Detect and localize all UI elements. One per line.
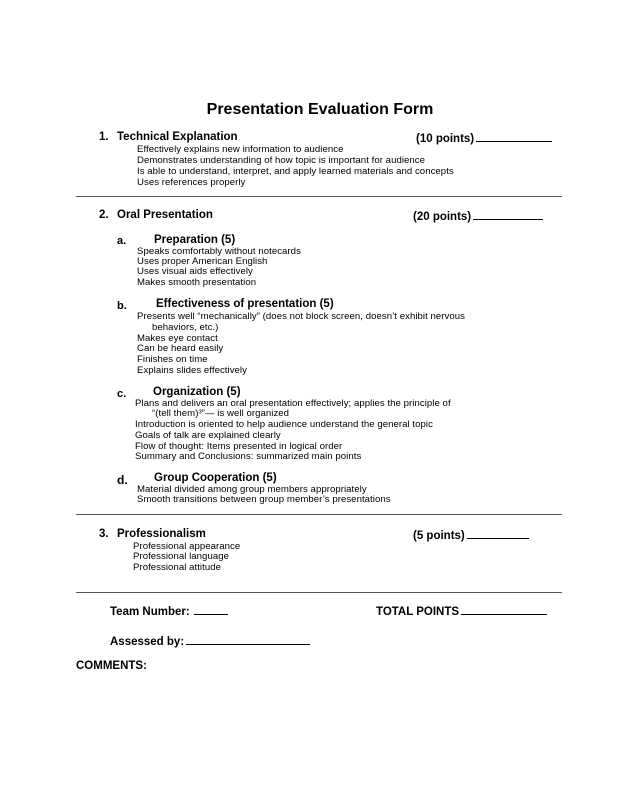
subsection-d-item: Smooth transitions between group member’s presentations xyxy=(137,494,391,505)
section-2-title: Oral Presentation xyxy=(117,209,213,221)
subsection-b-item: Can be heard easily xyxy=(137,343,224,354)
subsection-d-letter: d. xyxy=(117,473,128,487)
total-points-field[interactable] xyxy=(461,604,547,615)
assessed-by-field[interactable] xyxy=(186,634,310,645)
subsection-c-item: Summary and Conclusions: summarized main points xyxy=(135,451,362,462)
section-2-points xyxy=(413,209,543,223)
subsection-b-item: Finishes on time xyxy=(137,354,208,365)
subsection-b-item: Makes eye contact xyxy=(137,333,218,344)
subsection-a-title: Preparation (5) xyxy=(154,234,236,246)
subsection-b-title: Effectiveness of presentation (5) xyxy=(156,298,334,310)
section-3-points-label: (5 points) xyxy=(413,530,465,542)
section-3-score-blank[interactable] xyxy=(467,528,529,539)
subsection-c-title: Organization (5) xyxy=(153,386,241,398)
subsection-d-item: Material divided among group members appropriately xyxy=(137,484,367,495)
team-number-label: Team Number: xyxy=(110,606,190,618)
subsection-c-item: Plans and delivers an oral presentation effectively; applies the principle of xyxy=(135,398,451,409)
assessed-by xyxy=(110,634,310,648)
section-1-item: Effectively explains new information to audience xyxy=(137,144,344,155)
subsection-c-item: Goals of talk are explained clearly xyxy=(135,430,281,441)
section-2-score-blank[interactable] xyxy=(473,209,543,220)
section-1-item: Is able to understand, interpret, and apply learned materials and concepts xyxy=(137,166,454,177)
section-1-item: Demonstrates understanding of how topic is important for audience xyxy=(137,155,426,166)
subsection-a-letter: a. xyxy=(117,235,127,247)
subsection-c-item: Introduction is oriented to help audience understand the general topic xyxy=(135,419,433,430)
section-3-points xyxy=(413,528,529,542)
subsection-a-item: Makes smooth presentation xyxy=(137,277,257,288)
section-3-item: Professional attitude xyxy=(133,562,221,573)
subsection-a-item: Uses proper American English xyxy=(137,256,268,267)
section-1-points-label: (10 points) xyxy=(416,133,475,145)
subsection-b-letter: b. xyxy=(117,300,127,312)
comments-label: COMMENTS: xyxy=(76,660,147,672)
subsection-a-item: Uses visual aids effectively xyxy=(137,266,253,277)
divider xyxy=(76,196,562,197)
assessed-by-label: Assessed by: xyxy=(110,636,185,648)
total-points xyxy=(376,604,547,618)
subsection-b-item: Presents well “mechanically” (does not block screen, doesn’t exhibit nervous xyxy=(137,311,466,322)
section-3-title: Professionalism xyxy=(117,528,206,540)
subsection-d-title: Group Cooperation (5) xyxy=(154,472,277,484)
divider xyxy=(76,514,562,515)
form-title: Presentation Evaluation Form xyxy=(206,101,434,118)
section-1-number: 1. xyxy=(99,131,109,143)
section-1-item: Uses references properly xyxy=(137,177,246,188)
section-2-number: 2. xyxy=(99,209,109,221)
section-2-points-label: (20 points) xyxy=(413,211,472,223)
section-1-score-blank[interactable] xyxy=(476,131,552,142)
subsection-b-item: Explains slides effectively xyxy=(137,365,247,376)
section-3-number: 3. xyxy=(99,528,109,540)
subsection-c-letter: c. xyxy=(117,388,127,400)
team-number-field[interactable] xyxy=(194,604,228,615)
section-3-item: Professional language xyxy=(133,551,229,562)
subsection-a-item: Speaks comfortably without notecards xyxy=(137,246,301,257)
total-points-label: TOTAL POINTS xyxy=(376,606,460,618)
subsection-b-item: behaviors, etc.) xyxy=(152,322,219,333)
section-1-title: Technical Explanation xyxy=(117,131,238,143)
team-number xyxy=(110,604,228,618)
subsection-c-item: Flow of thought: Items presented in logical order xyxy=(135,441,343,452)
section-3-item: Professional appearance xyxy=(133,541,241,552)
section-1-points xyxy=(416,131,552,145)
divider xyxy=(76,592,562,593)
subsection-c-item: “(tell them)³”— is well organized xyxy=(152,408,290,419)
